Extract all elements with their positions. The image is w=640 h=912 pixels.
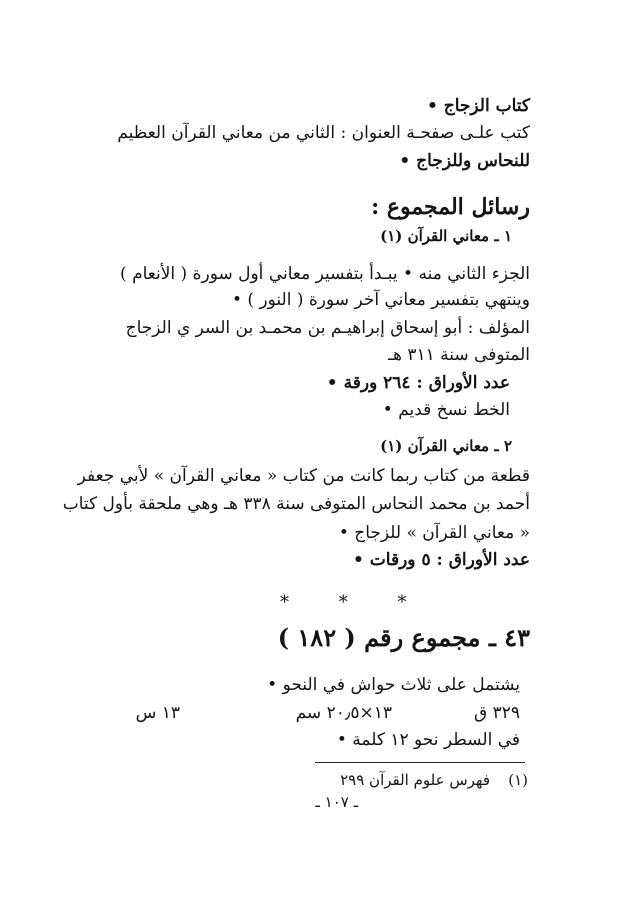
page-number: ـ ١٠٧ ـ — [315, 793, 358, 811]
item-2-title: ٢ ـ معاني القرآن (١) — [380, 437, 512, 455]
collection-heading: ٤٣ ـ مجموع رقم ( ١٨٢ ) — [277, 623, 530, 652]
item-1-line: المتوفى سنة ٣١١ هـ — [387, 345, 530, 365]
lines-per-page: ١٣ س — [135, 703, 180, 723]
item-2-line: أحمد بن محمد النحاس المتوفى سنة ٣٣٨ هـ وهي ملحقة بأول كتاب — [62, 494, 530, 514]
item-1-line: الجزء الثاني منه • يبـدأ بتفسير معاني أول سورة ( الأنعام ) — [120, 264, 530, 284]
item-1-line: المؤلف : أبو إسحاق إبراهيـم بن محمـد بن السر ي الزجاج — [125, 318, 530, 338]
item-1-line: وينتهي بتفسير معاني آخر سورة ( النور ) • — [231, 290, 530, 310]
intro-line-3: للنحاس وللزجاج • — [399, 151, 530, 171]
intro-line-1: كتاب الزجاج • — [426, 96, 530, 116]
page-size: ١٣×٢٠٫٥ سم — [295, 703, 392, 723]
intro-line-2: كتب علـى صفحـة العنوان : الثاني من معاني القرآن العظيم — [117, 123, 530, 143]
footnote-text: فهرس علوم القرآن ٢٩٩ — [340, 771, 490, 789]
footnote-rule — [315, 762, 525, 763]
item-1-title: ١ ـ معاني القرآن (١) — [380, 227, 512, 245]
item-2-line: عدد الأوراق : ٥ ورقات • — [353, 550, 530, 570]
folio-count: ٣٢٩ ق — [474, 703, 520, 723]
item-2-line: قطعة من كتاب ربما كانت من كتاب « معاني القرآن » لأبي جعفر — [77, 466, 530, 486]
collection-line-1: يشتمل على ثلاث حواش في النحو • — [267, 675, 520, 695]
collection-line-3: في السطر نحو ١٢ كلمة • — [336, 730, 520, 750]
item-1-line: الخط نسخ قديم • — [382, 400, 510, 420]
item-1-line: عدد الأوراق : ٢٦٤ ورقة • — [326, 373, 510, 393]
section-heading: رسائل المجموع : — [371, 194, 530, 220]
item-2-line: « معاني القرآن » للزجاج • — [338, 523, 530, 543]
footnote-marker: (١) — [508, 771, 528, 789]
separator-stars: * * * — [280, 592, 429, 613]
